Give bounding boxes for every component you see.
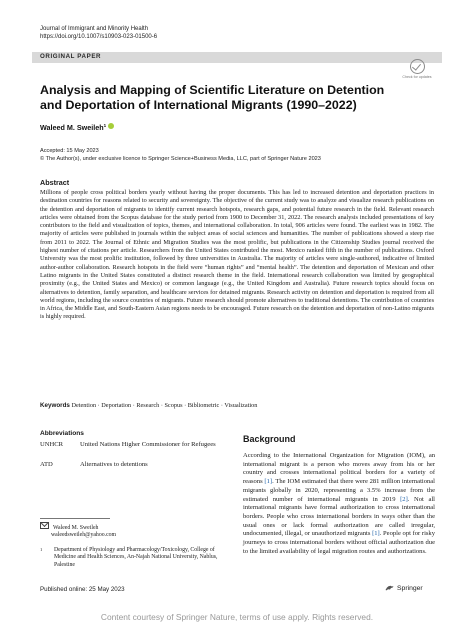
correspondence-name: Waleed M. Sweileh <box>53 525 99 531</box>
correspondence-block <box>40 522 116 540</box>
abbreviation-definition: Alternatives to detentions <box>80 461 148 468</box>
check-for-updates-button[interactable] <box>400 59 434 89</box>
keywords-list: Detention · Deportation · Research · Scopus · Bibliometric · Visualization <box>71 402 258 409</box>
background-text-part: . The IOM estimated that there were 281 million international migrants globally in 2020, representing a 3.5% increase from the estimated number of international migrants in 2019 <box>243 478 436 503</box>
background-text-part: . People opt for risky journeys to cross international borders without official authorization due to the limited availability of legal migration routes and authorizations. <box>243 530 435 555</box>
author-line <box>40 123 114 132</box>
courtesy-notice: Content courtesy of Springer Nature, terms of use apply. Rights reserved. <box>100 612 374 622</box>
citation-link[interactable]: [1] <box>372 530 380 538</box>
keywords-heading: Keywords <box>40 402 70 409</box>
check-updates-label: Check for updates <box>402 75 432 79</box>
journal-name: Journal of Immigrant and Minority Health <box>40 26 149 32</box>
affiliation-text: Department of Physiology and Pharmacology/Toxicology, College of Medicine and Health Sciences, An-Najah National University, Nablus, Palestine <box>54 547 218 568</box>
citation-link[interactable]: [1] <box>264 478 273 486</box>
doi-link[interactable]: https://doi.org/10.1007/s10903-023-01500-6 <box>40 33 158 40</box>
abbreviation-row <box>40 441 240 459</box>
correspondence-email[interactable]: waleedsweileh@yahoo.com <box>51 532 117 539</box>
published-online: Published online: 25 May 2023 <box>40 586 125 593</box>
publisher-logo[interactable] <box>385 585 423 592</box>
accepted-date: Accepted: 15 May 2023 <box>40 148 99 154</box>
abstract-heading: Abstract <box>40 178 70 187</box>
abbreviation-row <box>40 461 240 470</box>
background-text <box>243 452 435 556</box>
copyright-line: © The Author(s), under exclusive licence to Springer Science+Business Media, LLC, part of Springer Nature 2023 <box>40 155 321 162</box>
keywords-line <box>40 402 434 409</box>
abbreviations-heading: Abbreviations <box>40 430 84 437</box>
journal-header <box>40 26 157 41</box>
paper-type-label: ORIGINAL PAPER <box>40 53 102 60</box>
article-meta <box>40 148 321 163</box>
author-affil-sup: 1 <box>103 123 107 128</box>
author-name[interactable]: Waleed M. Sweileh <box>40 123 104 132</box>
springer-horse-icon <box>385 585 394 591</box>
affiliation-sup: 1 <box>40 547 43 552</box>
mail-icon <box>40 522 49 529</box>
background-text-part: According to the International Organization for Migration (IOM), an international migrant is a person who moves away from his or her country and crosses international political borders for a variety of reasons <box>243 452 435 486</box>
footnote-divider <box>40 518 110 519</box>
publisher-name: Springer <box>397 585 423 592</box>
citation-link[interactable]: [2] <box>400 495 408 503</box>
abbreviation-term: ATD <box>40 461 53 468</box>
check-updates-icon <box>410 59 425 74</box>
abbreviation-term: UNHCR <box>40 441 64 448</box>
orcid-icon[interactable] <box>108 123 114 129</box>
article-title: Analysis and Mapping of Scientific Literature on Detention and Deportation of International Migrants (1990–2022) <box>40 83 385 112</box>
affiliation-block <box>40 547 230 569</box>
background-text-part: . Not all international migrants have formal authorization to cross international borders. People who cross international borders in ways other than the usual ones or lack formal authorization are called irregular, undocumented, illegal, or unauthorized migrants <box>243 495 435 538</box>
abbreviation-definition: United Nations Higher Commissioner for Refugees <box>80 441 216 448</box>
background-heading: Background <box>243 434 296 444</box>
abstract-text: Millions of people cross political borders yearly without having the proper documents. This has led to increased detention and deportation practices in destination countries for reasons related to security and sovereignty. The objective of the current study was to analyze and visualize research publications on the detention and deportation of migrants to identify current research hotspots, research gaps, and potential future research in the field. Relevant research articles were obtained from the Scopus database for the study period from 1900 to December 31, 2022. The research analysis included presentations of key contributors to the field and visualization of topics, themes, and international collaboration. In total, 906 articles were found. The earliest was in 1982. The majority of articles were published in journals within the subject areas of social sciences and humanities. The number of publications showed a steep rise from 2011 to 2022. The Journal of Ethnic and Migration Studies was the most prolific, but publications in the Citizenship Studies journal received the highest number of citations per article. Researchers from the United States contributed the most. Mexico ranked fifth in the number of publications. Oxford University was the most prolific institution, followed by three universities in Australia. The majority of articles were single-authored, indicative of limited author-author collaboration. Research hotspots in the field were “human rights” and “mental health”. The detention and deportation of Mexican and other Latino migrants in the United States constituted a distinct research theme in the field. International research collaboration was limited by geographical proximity (e.g., the United States and Mexico) or common language (e.g., the United Kingdom and Australia). Future research topics should focus on alternatives to detention, family separation, and healthcare services for detained migrants. Research activity on detention and deportation is required from all world regions, including the source countries of migrants. Future research should promote alternatives to traditional detentions. The contribution of countries in Africa, the Middle East, and South-Eastern Asian regions needs to be encouraged. Future research on the detention and deportation of non-Latino migrants is highly required. <box>40 189 434 321</box>
